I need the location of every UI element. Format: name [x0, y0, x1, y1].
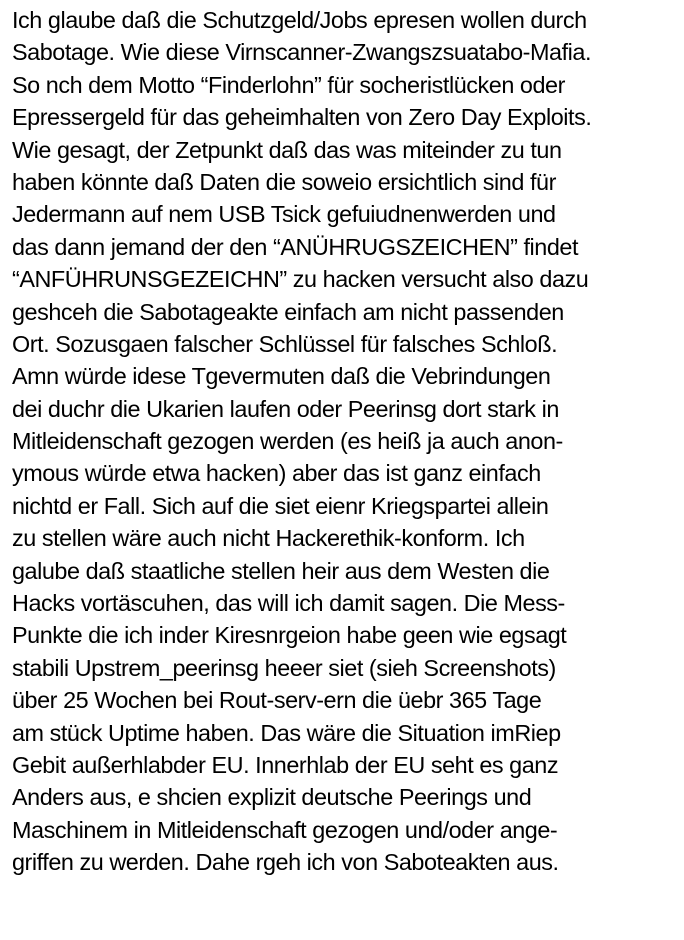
text-line: nichtd er Fall. Sich auf die siet eienr Kriegspartei allein — [12, 492, 549, 519]
text-line: Gebit außerhlabder EU. Innerhlab der EU seht es ganz — [12, 751, 559, 778]
body-text — [12, 4, 680, 879]
text-line: Maschinem in Mitleidenschaft gezogen und/oder ange- — [12, 816, 558, 843]
text-line: am stück Uptime haben. Das wäre die Situation imRiep — [12, 719, 561, 746]
text-line: Ort. Sozusgaen falscher Schlüssel für falsches Schloß. — [12, 330, 558, 357]
text-line: Amn würde idese Tgevermuten daß die Vebrindungen — [12, 363, 551, 390]
text-line: über 25 Wochen bei Rout-serv-ern die üebr 365 Tage — [12, 687, 542, 714]
text-line: ymous würde etwa hacken) aber das ist ganz einfach — [12, 460, 541, 487]
text-line: Anders aus, e shcien explizit deutsche Peerings und — [12, 784, 532, 811]
text-line: Epressergeld für das geheimhalten von Zero Day Exploits. — [12, 104, 592, 131]
text-line: “ANFÜHRUNSGEZEICHN” zu hacken versucht also dazu — [12, 266, 589, 293]
text-line: zu stellen wäre auch nicht Hackerethik-konform. Ich — [12, 525, 525, 552]
text-line: stabili Upstrem_peerinsg heeer siet (sieh Screenshots) — [12, 654, 556, 681]
text-line: Mitleidenschaft gezogen werden (es heiß ja auch anon- — [12, 428, 563, 455]
text-line: Wie gesagt, der Zetpunkt daß das was miteinder zu tun — [12, 136, 562, 163]
text-line: griffen zu werden. Dahe rgeh ich von Saboteakten aus. — [12, 849, 559, 876]
text-line: Jedermann auf nem USB Tsick gefuiudnenwerden und — [12, 201, 556, 228]
text-line: geshceh die Sabotageakte einfach am nicht passenden — [12, 298, 564, 325]
text-line: dei duchr die Ukarien laufen oder Peerinsg dort stark in — [12, 395, 559, 422]
text-line: Hacks vortäscuhen, das will ich damit sagen. Die Mess- — [12, 590, 565, 617]
text-line: galube daß staatliche stellen heir aus dem Westen die — [12, 557, 550, 584]
text-line: haben könnte daß Daten die soweio ersichtlich sind für — [12, 168, 556, 195]
text-line: Ich glaube daß die Schutzgeld/Jobs epresen wollen durch — [12, 7, 587, 33]
text-line: So nch dem Motto “Finderlohn” für socheristlücken oder — [12, 71, 565, 98]
text-line: das dann jemand der den “ANÜHRUGSZEICHEN” findet — [12, 233, 579, 260]
text-line: Sabotage. Wie diese Virnscanner-Zwangszsuatabo-Mafia. — [12, 39, 591, 66]
text-line: Punkte die ich inder Kiresnrgeion habe geen wie egsagt — [12, 622, 567, 649]
